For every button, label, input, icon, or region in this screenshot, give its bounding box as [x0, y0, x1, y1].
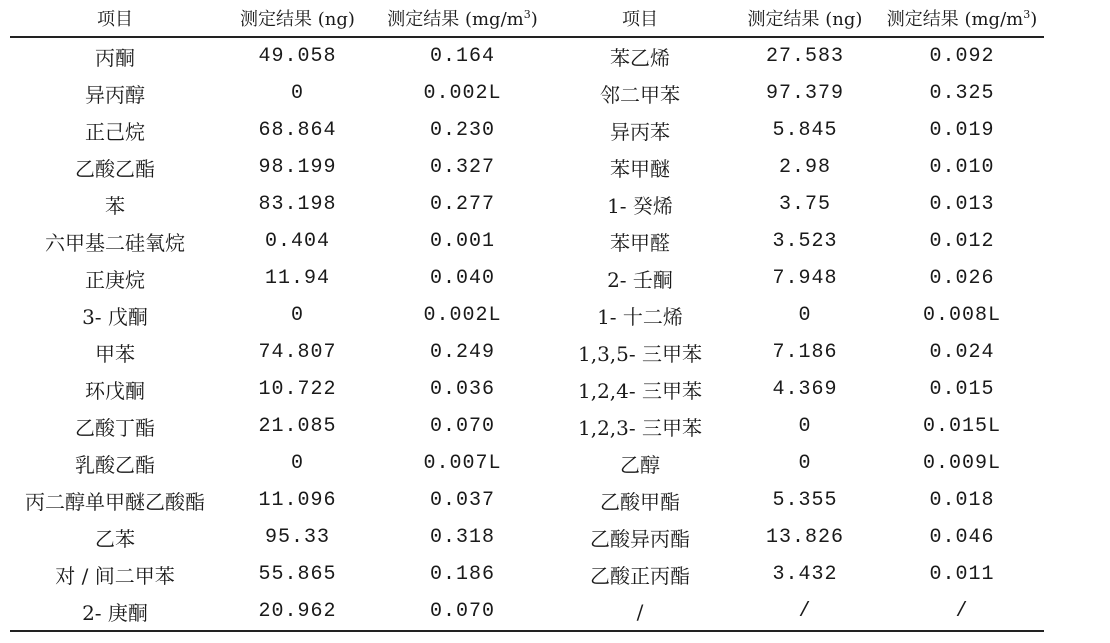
cell-result-mgm3-left: 0.002L — [423, 82, 502, 105]
cell-item-left: 丙二醇单甲醚乙酸酯 — [25, 490, 205, 514]
cell-result-ng-left: 98.199 — [258, 156, 337, 179]
cell-result-mgm3-left: 0.001 — [429, 230, 495, 253]
cell-result-ng-right: 3.75 — [778, 193, 831, 216]
cell-result-mgm3-left: 0.040 — [429, 267, 495, 290]
cell-item-left: 苯 — [105, 194, 125, 218]
cell-result-mgm3-left: 0.249 — [429, 341, 495, 364]
cell-result-mgm3-right: 0.026 — [929, 267, 995, 290]
cell-result-mgm3-left: 0.002L — [423, 304, 502, 327]
cell-result-mgm3-left: 0.277 — [429, 193, 495, 216]
cell-result-ng-right: 0 — [798, 304, 812, 327]
table-row — [10, 593, 1044, 631]
table-row — [10, 75, 1044, 112]
cell-result-mgm3-left: 0.036 — [429, 378, 495, 401]
cell-result-ng-right: 13.826 — [765, 526, 844, 549]
cell-item-right: 1,2,4- 三甲苯 — [577, 379, 702, 403]
cell-result-ng-left: 0 — [290, 82, 304, 105]
cell-result-mgm3-left: 0.327 — [429, 156, 495, 179]
header-result-ng-right: 测定结果 (ng) — [730, 0, 880, 37]
cell-result-ng-left: 74.807 — [258, 341, 337, 364]
cell-result-mgm3-left: 0.070 — [375, 593, 550, 631]
table-row — [10, 482, 1044, 519]
cell-item-right: 2- 壬酮 — [607, 268, 673, 292]
cell-item-right: 1,2,3- 三甲苯 — [577, 416, 702, 440]
table-row — [10, 37, 1044, 75]
results-table — [10, 0, 1044, 632]
table-row — [10, 334, 1044, 371]
table-row — [10, 297, 1044, 334]
cell-item-right: 1,3,5- 三甲苯 — [577, 342, 702, 366]
cell-item-right: 苯甲醚 — [610, 157, 670, 181]
cell-item-left: 丙酮 — [95, 46, 135, 70]
table-row — [10, 149, 1044, 186]
table-row — [10, 556, 1044, 593]
cell-item-right: 乙酸正丙酯 — [590, 564, 690, 588]
cell-result-ng-right: 0 — [798, 415, 812, 438]
cell-result-mgm3-right: 0.018 — [929, 489, 995, 512]
cell-result-ng-left: 0.404 — [264, 230, 330, 253]
header-result-mgm3-right-close: ) — [1030, 9, 1038, 30]
cell-item-left: 环戊酮 — [85, 379, 145, 403]
cell-result-mgm3-right: 0.011 — [929, 563, 995, 586]
cell-result-mgm3-right: 0.024 — [929, 341, 995, 364]
table-row — [10, 371, 1044, 408]
cell-result-mgm3-right: 0.015 — [929, 378, 995, 401]
cell-result-mgm3-left: 0.007L — [423, 452, 502, 475]
table-row — [10, 112, 1044, 149]
cell-item-right: 异丙苯 — [610, 120, 670, 144]
cell-result-mgm3-left: 0.186 — [429, 563, 495, 586]
cell-item-right: 乙酸异丙酯 — [590, 527, 690, 551]
cell-result-mgm3-left: 0.164 — [429, 45, 495, 68]
cell-item-left: 正己烷 — [85, 120, 145, 144]
cell-result-ng-left: 0 — [290, 304, 304, 327]
cell-item-left: 异丙醇 — [85, 83, 145, 107]
cell-result-ng-right: 5.355 — [772, 489, 838, 512]
cell-item-left: 2- 庚酮 — [10, 593, 220, 631]
cell-result-mgm3-right: 0.015L — [922, 415, 1001, 438]
cell-result-mgm3-right: 0.092 — [929, 45, 995, 68]
header-item-left: 项目 — [10, 0, 220, 37]
cell-result-ng-left: 83.198 — [258, 193, 337, 216]
table-row — [10, 408, 1044, 445]
table-row — [10, 260, 1044, 297]
table-row — [10, 186, 1044, 223]
cell-result-mgm3-right: 0.325 — [929, 82, 995, 105]
cell-result-ng-left: 68.864 — [258, 119, 337, 142]
cell-result-mgm3-right: / — [880, 593, 1044, 631]
header-result-mgm3-left-text: 测定结果 (mg/m — [387, 9, 524, 30]
cell-result-mgm3-right: 0.009L — [922, 452, 1001, 475]
cell-result-ng-left: 55.865 — [258, 563, 337, 586]
header-result-mgm3-right-text: 测定结果 (mg/m — [886, 9, 1024, 30]
cell-item-left: 乙酸乙酯 — [75, 157, 155, 181]
cell-result-mgm3-right: 0.012 — [929, 230, 995, 253]
cell-item-left: 甲苯 — [95, 342, 135, 366]
cell-item-left: 对 / 间二甲苯 — [55, 564, 175, 588]
cell-result-mgm3-right: 0.019 — [929, 119, 995, 142]
cell-result-mgm3-left: 0.037 — [429, 489, 495, 512]
cell-item-left: 乙酸丁酯 — [75, 416, 155, 440]
results-table-container — [10, 0, 1044, 632]
cell-item-left: 乙苯 — [95, 527, 135, 551]
cell-result-ng-left: 11.096 — [258, 489, 337, 512]
cell-item-right: 乙酸甲酯 — [600, 490, 680, 514]
cell-result-ng-right: 0 — [798, 452, 812, 475]
cell-result-mgm3-right: 0.013 — [929, 193, 995, 216]
cell-result-ng-left: 95.33 — [264, 526, 330, 549]
cell-result-ng-left: 49.058 — [258, 45, 337, 68]
cell-result-ng-left: 20.962 — [220, 593, 375, 631]
header-result-mgm3-left-sup: 3 — [523, 8, 531, 21]
cell-item-left: 乳酸乙酯 — [75, 453, 155, 477]
cell-result-ng-right: 7.186 — [772, 341, 838, 364]
header-result-mgm3-right — [880, 0, 1044, 37]
cell-item-right: 乙醇 — [620, 453, 660, 477]
cell-item-right: 苯甲醛 — [610, 231, 670, 255]
cell-result-mgm3-left: 0.318 — [429, 526, 495, 549]
cell-result-ng-left: 21.085 — [258, 415, 337, 438]
cell-result-ng-left: 11.94 — [264, 267, 330, 290]
cell-item-left: 正庚烷 — [85, 268, 145, 292]
cell-item-left: 3- 戊酮 — [82, 305, 148, 329]
cell-result-mgm3-right: 0.010 — [929, 156, 995, 179]
cell-item-right: 邻二甲苯 — [600, 83, 680, 107]
cell-result-ng-right: 3.432 — [772, 563, 838, 586]
cell-result-ng-right: 3.523 — [772, 230, 838, 253]
cell-result-mgm3-left: 0.070 — [429, 415, 495, 438]
cell-result-ng-right: 27.583 — [765, 45, 844, 68]
cell-item-right: 1- 癸烯 — [607, 194, 673, 218]
header-row — [10, 0, 1044, 37]
cell-result-ng-right: / — [730, 593, 880, 631]
cell-result-ng-left: 10.722 — [258, 378, 337, 401]
table-row — [10, 223, 1044, 260]
cell-result-ng-right: 5.845 — [772, 119, 838, 142]
cell-result-mgm3-left: 0.230 — [429, 119, 495, 142]
cell-item-right: / — [550, 593, 730, 631]
table-row — [10, 445, 1044, 482]
header-result-mgm3-right-sup: 3 — [1023, 8, 1031, 21]
header-result-ng-left: 测定结果 (ng) — [220, 0, 375, 37]
cell-item-right: 苯乙烯 — [610, 46, 670, 70]
header-result-mgm3-left-close: ) — [530, 9, 538, 30]
cell-result-mgm3-right: 0.008L — [922, 304, 1001, 327]
cell-result-ng-left: 0 — [290, 452, 304, 475]
header-result-mgm3-left — [375, 0, 550, 37]
table-row — [10, 519, 1044, 556]
header-item-right: 项目 — [550, 0, 730, 37]
cell-result-ng-right: 4.369 — [772, 378, 838, 401]
table-body — [10, 37, 1044, 631]
cell-item-right: 1- 十二烯 — [597, 305, 683, 329]
cell-result-ng-right: 97.379 — [765, 82, 844, 105]
cell-result-mgm3-right: 0.046 — [929, 526, 995, 549]
cell-item-left: 六甲基二硅氧烷 — [45, 231, 185, 255]
cell-result-ng-right: 2.98 — [778, 156, 831, 179]
cell-result-ng-right: 7.948 — [772, 267, 838, 290]
